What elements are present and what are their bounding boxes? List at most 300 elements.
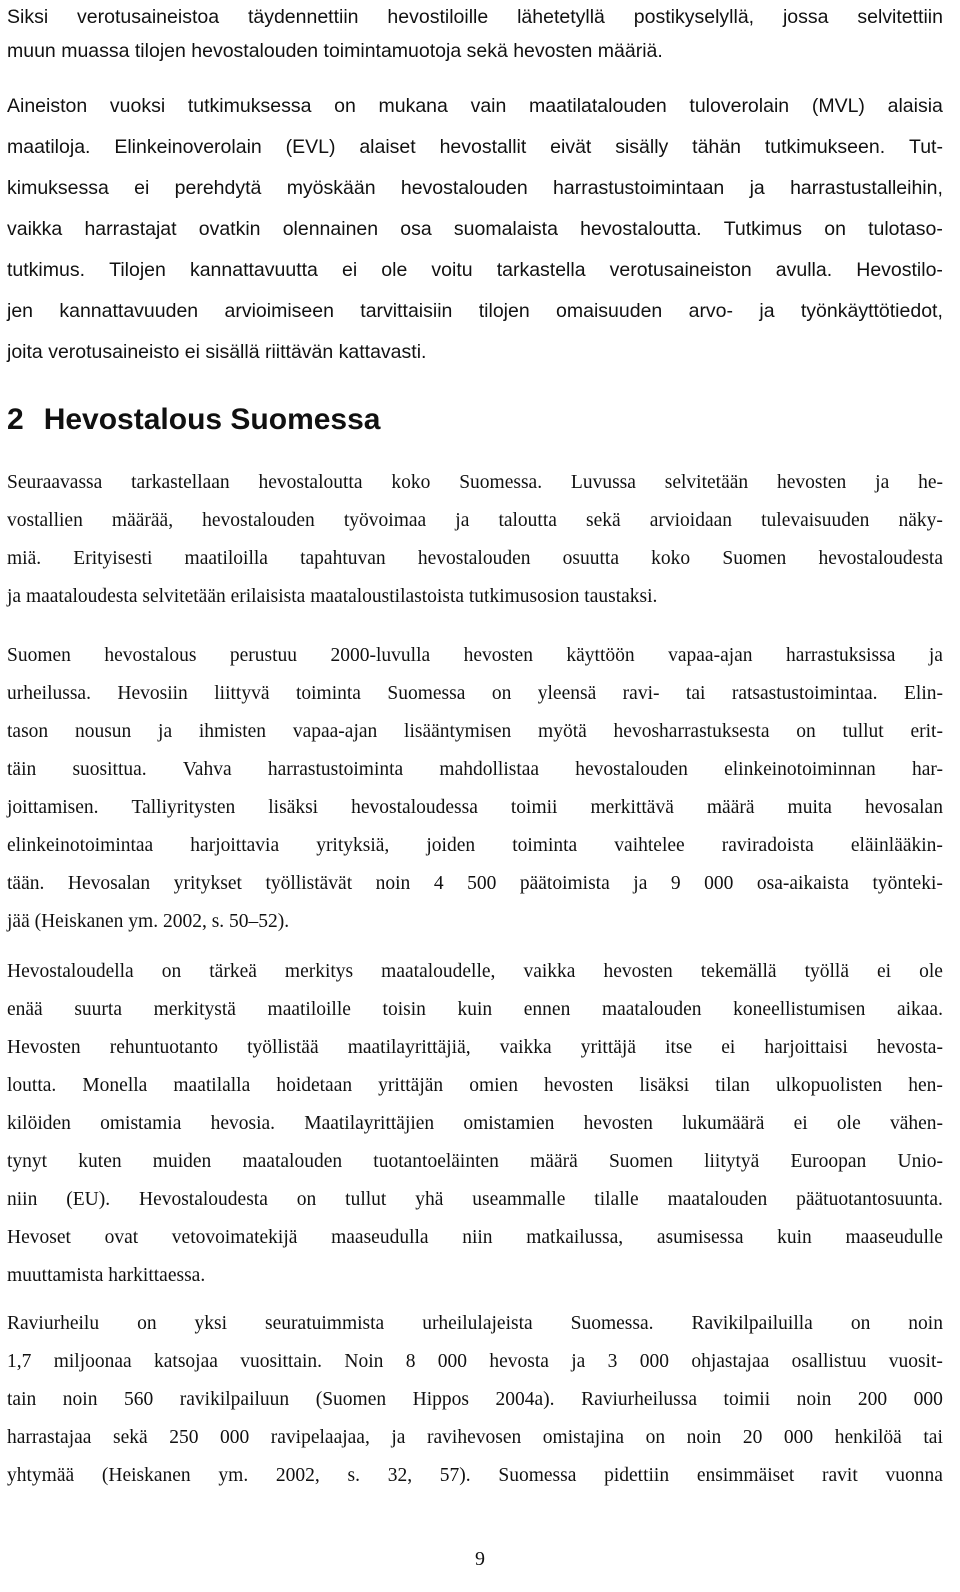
word: tutkimuksessa <box>187 95 312 117</box>
word: harrastustalleihin, <box>790 177 943 199</box>
word: ja <box>633 873 648 894</box>
word: 000 <box>219 1427 250 1448</box>
word: tulevaisuuden <box>761 510 870 531</box>
word: Hevosalan <box>67 873 151 894</box>
word: useammalle <box>472 1189 566 1210</box>
word: Euroopan <box>790 1151 867 1172</box>
word: Vahva <box>182 759 232 780</box>
word: arvioidaan <box>649 510 733 531</box>
word: merkittävä <box>590 797 674 818</box>
word: hevosten <box>463 645 533 666</box>
word: Luvussa <box>570 472 636 493</box>
word: myöskään <box>286 177 376 199</box>
word: seuratuimmista <box>265 1313 385 1334</box>
word: 000 <box>783 1427 814 1448</box>
word: kuten <box>78 1151 122 1172</box>
word: toisin <box>382 999 426 1020</box>
word: ja <box>749 177 765 199</box>
word: muiden <box>152 1151 212 1172</box>
word: hevostalouden <box>417 548 531 569</box>
word: tarkastella <box>496 259 586 281</box>
word: lähetetyllä <box>517 6 605 28</box>
word: 2002, <box>275 1465 320 1486</box>
word: hevostalouden <box>202 510 315 531</box>
word: ja <box>928 645 943 666</box>
word: 000 <box>437 1351 468 1372</box>
word: hevostaloudessa <box>351 797 478 818</box>
text-line: joita verotusaineisto ei sisällä riittävän kattavasti. <box>7 341 427 363</box>
word: Hevostilo- <box>856 259 943 281</box>
word: 3 <box>607 1351 618 1372</box>
word: Suomessa. <box>570 1313 654 1334</box>
word: tutkimus. <box>7 259 86 281</box>
text-line <box>7 874 943 894</box>
word: ravikilpailuun <box>179 1389 290 1410</box>
word: maatiloille <box>267 999 351 1020</box>
word: suomalaista <box>453 218 558 240</box>
text-line <box>7 722 943 742</box>
text-line <box>7 684 943 704</box>
word: (EU). <box>66 1189 111 1210</box>
word: maaseudulla <box>331 1227 429 1248</box>
word: arvioimiseen <box>224 300 334 322</box>
word: lukumäärä <box>682 1113 765 1134</box>
word: hevosten <box>583 1113 653 1134</box>
word: katsojaa <box>154 1351 218 1372</box>
word: Tutkimus <box>723 218 803 240</box>
word: ravihevosen <box>427 1427 522 1448</box>
word: mukana <box>378 95 448 117</box>
word: 000 <box>704 873 734 894</box>
word: tuotantoeläinten <box>373 1151 499 1172</box>
word: merkitys <box>284 961 354 982</box>
word: tähän <box>692 136 741 158</box>
word: ja <box>875 472 890 493</box>
word: nousun <box>74 721 132 742</box>
word: niin <box>462 1227 493 1248</box>
word: osa <box>400 218 432 240</box>
word: omistajina <box>542 1427 625 1448</box>
word: urheilulajeista <box>422 1313 533 1334</box>
word: hevostalouden <box>575 759 688 780</box>
word: täin <box>7 759 37 780</box>
text-line <box>7 962 943 982</box>
word: jen <box>7 300 34 322</box>
word: merkitystä <box>153 999 236 1020</box>
section-title: Hevostalous Suomessa <box>43 403 381 436</box>
word: tynyt <box>7 1151 48 1172</box>
word: kimuksessa <box>7 177 109 199</box>
word: miljoonaa <box>53 1351 132 1372</box>
word: työllistävät <box>265 873 353 894</box>
word: Elinkeinoverolain <box>114 136 262 158</box>
word: perustuu <box>229 645 298 666</box>
word: Hevosiin <box>117 683 188 704</box>
word: (Heiskanen <box>101 1465 191 1486</box>
word: asumisessa <box>656 1227 744 1248</box>
word: taloutta <box>498 510 557 531</box>
text-line: ja maataloudesta selvitetään erilaisista maataloustilastoista tutkimusosion taustaksi. <box>7 586 658 607</box>
word: koko <box>391 472 431 493</box>
word: 20 <box>742 1427 763 1448</box>
word: liitytyä <box>704 1151 760 1172</box>
text-line <box>7 1314 943 1334</box>
word: Hevostaloudella <box>7 961 134 982</box>
word: näky- <box>898 510 943 531</box>
word: joiden <box>426 835 476 856</box>
word: hevostaloutta <box>258 472 363 493</box>
word: hevosten <box>603 961 673 982</box>
word: työnkäyttötiedot, <box>800 300 943 322</box>
word: hevosharrastuksesta <box>613 721 770 742</box>
word: Suomessa. <box>459 472 543 493</box>
word: yksi <box>194 1313 228 1334</box>
word: omistamien <box>463 1113 555 1134</box>
word: enää <box>7 999 43 1020</box>
text-line <box>7 1152 943 1172</box>
word: Hippos <box>412 1389 469 1410</box>
word: erit- <box>910 721 943 742</box>
word: tullut <box>345 1189 387 1210</box>
word: tai <box>923 1427 943 1448</box>
word: työvoimaa <box>343 510 427 531</box>
word: maatilayrittäjiä, <box>347 1037 471 1058</box>
word: ole <box>919 961 943 982</box>
word: alaisia <box>887 95 943 117</box>
text-line <box>7 219 943 239</box>
paragraph-5 <box>7 962 943 1286</box>
word: tullut <box>842 721 884 742</box>
word: vetovoimatekijä <box>171 1227 298 1248</box>
word: osa-aikaista <box>756 873 849 894</box>
word: omien <box>469 1075 518 1096</box>
word: yhä <box>415 1189 444 1210</box>
word: Suomessa <box>498 1465 577 1486</box>
word: 4 <box>433 873 444 894</box>
word: ihmisten <box>198 721 267 742</box>
word: ei <box>134 177 150 199</box>
word: hoidetaan <box>276 1075 353 1096</box>
word: maatiloilla <box>184 548 268 569</box>
word: ja <box>391 1427 406 1448</box>
word: koneellistumisen <box>733 999 866 1020</box>
text-line <box>7 473 943 493</box>
word: on <box>296 1189 317 1210</box>
paragraph-4 <box>7 646 943 932</box>
word: tutkimukseen. <box>764 136 886 158</box>
paragraph-intro-1 <box>7 7 943 61</box>
word: tilalle <box>594 1189 639 1210</box>
text-line: muun muassa tilojen hevostalouden toimintamuotoja sekä hevosten määriä. <box>7 40 663 62</box>
text-line <box>7 1076 943 1096</box>
word: alaiset <box>359 136 416 158</box>
word: hevostaloutta. <box>580 218 702 240</box>
word: vaihtelee <box>614 835 685 856</box>
word: niin <box>7 1189 38 1210</box>
word: Talliyritysten <box>131 797 236 818</box>
word: Hevoset <box>7 1227 71 1248</box>
word: 1,7 <box>7 1351 32 1372</box>
word: on <box>824 218 846 240</box>
text-line <box>7 798 943 818</box>
text-line <box>7 760 943 780</box>
word: raviradoista <box>721 835 814 856</box>
text-line <box>7 301 943 321</box>
word: lisääntymisen <box>404 721 512 742</box>
word: maatilalla <box>173 1075 251 1096</box>
word: ulkopuolisten <box>775 1075 883 1096</box>
word: on <box>161 961 182 982</box>
word: Siksi <box>7 6 49 28</box>
word: on <box>850 1313 871 1334</box>
word: yhtymää <box>7 1465 75 1486</box>
word: päätoimista <box>519 873 610 894</box>
text-line <box>7 96 943 116</box>
word: tapahtuvan <box>300 548 386 569</box>
word: mahdollistaa <box>439 759 540 780</box>
word: muita <box>787 797 832 818</box>
word: Seuraavassa <box>7 472 103 493</box>
word: perehdytä <box>174 177 262 199</box>
word: kuin <box>777 1227 812 1248</box>
text-line <box>7 1114 943 1134</box>
word: osuutta <box>562 548 619 569</box>
text-line <box>7 1038 943 1058</box>
word: tekemällä <box>700 961 777 982</box>
word: maataloudelle, <box>381 961 496 982</box>
word: harrastajat <box>84 218 177 240</box>
word: tarvittaisiin <box>360 300 453 322</box>
word: maatiloja. <box>7 136 91 158</box>
word: harrastajaa <box>7 1427 92 1448</box>
paragraph-6 <box>7 1314 943 1486</box>
word: määrää, <box>111 510 174 531</box>
word: har- <box>911 759 943 780</box>
word: lisäksi <box>268 797 319 818</box>
word: käyttöön <box>566 645 635 666</box>
section-number: 2 <box>7 403 24 436</box>
word: kannattavuuden <box>59 300 199 322</box>
word: työllistää <box>247 1037 319 1058</box>
word: eläinlääkin- <box>850 835 943 856</box>
word: hevostalouden <box>400 177 528 199</box>
text-line <box>7 137 943 157</box>
text-line <box>7 178 943 198</box>
word: ravit <box>822 1465 858 1486</box>
word: päätuotantosuunta. <box>796 1189 943 1210</box>
word: työnteki- <box>872 873 943 894</box>
word: 2004a). <box>495 1389 555 1410</box>
word: selvitettiin <box>857 6 943 28</box>
word: 500 <box>467 873 497 894</box>
word: harrastuksissa <box>786 645 896 666</box>
word: (Suomen <box>315 1389 387 1410</box>
word: liittyvä <box>214 683 270 704</box>
word: loutta. <box>7 1075 57 1096</box>
word: eivät <box>550 136 592 158</box>
word: 000 <box>913 1389 943 1410</box>
word: ravipelaajaa, <box>270 1427 370 1448</box>
word: kannattavuutta <box>189 259 318 281</box>
word: vuosit- <box>888 1351 943 1372</box>
word: omaisuuden <box>556 300 663 322</box>
word: olennainen <box>282 218 379 240</box>
word: ym. <box>218 1465 249 1486</box>
word: verotusaineistoa <box>77 6 220 28</box>
word: vuonna <box>885 1465 943 1486</box>
word: itse <box>665 1037 693 1058</box>
text-line <box>7 260 943 280</box>
word: Tut- <box>909 136 943 158</box>
word: hevostallit <box>439 136 527 158</box>
word: ole <box>381 259 408 281</box>
word: vaikka <box>7 218 63 240</box>
text-line <box>7 1352 943 1372</box>
word: vaikka <box>523 961 576 982</box>
word: tai <box>685 683 706 704</box>
word: 9 <box>670 873 681 894</box>
word: toimii <box>723 1389 771 1410</box>
word: ei <box>721 1037 736 1058</box>
word: jossa <box>782 6 829 28</box>
word: pidettiin <box>604 1465 670 1486</box>
word: vostallien <box>7 510 83 531</box>
word: ovatkin <box>198 218 261 240</box>
word: yrityksiä, <box>316 835 390 856</box>
text-line <box>7 646 943 666</box>
word: hevosia. <box>210 1113 276 1134</box>
word: tilojen <box>478 300 530 322</box>
word: vapaa-ajan <box>292 721 378 742</box>
text-line <box>7 1190 943 1210</box>
word: on <box>334 95 356 117</box>
word: matkailussa, <box>526 1227 624 1248</box>
word: hevosten <box>776 472 847 493</box>
word: on <box>796 721 816 742</box>
word: Maatilayrittäjien <box>304 1113 435 1134</box>
text-line: jää (Heiskanen ym. 2002, s. 50–52). <box>7 911 290 932</box>
word: 560 <box>123 1389 154 1410</box>
word: täydennettiin <box>247 6 359 28</box>
word: maatilatalouden <box>529 95 667 117</box>
word: 57). <box>439 1465 471 1486</box>
word: vapaa-ajan <box>668 645 753 666</box>
text-line <box>7 1390 943 1410</box>
word: noin <box>796 1389 832 1410</box>
word: lisäksi <box>639 1075 690 1096</box>
word: hen- <box>908 1075 943 1096</box>
text-line <box>7 549 943 569</box>
word: sekä <box>586 510 621 531</box>
word: ei <box>877 961 892 982</box>
word: 000 <box>639 1351 669 1372</box>
word: Elin- <box>903 683 943 704</box>
word: 250 <box>169 1427 199 1448</box>
word: ratsastustoimintaa. <box>731 683 878 704</box>
word: ensimmäiset <box>696 1465 795 1486</box>
word: (MVL) <box>811 95 865 117</box>
word: avulla. <box>775 259 833 281</box>
word: noin <box>686 1427 722 1448</box>
word: harrastustoiminta <box>267 759 404 780</box>
word: noin <box>375 873 411 894</box>
word: tään. <box>7 873 45 894</box>
word: ja <box>455 510 470 531</box>
section-heading <box>7 403 380 437</box>
word: vähen- <box>889 1113 943 1134</box>
word: ovat <box>104 1227 139 1248</box>
word: Raviurheilu <box>7 1313 100 1334</box>
word: yrittäjän <box>378 1075 444 1096</box>
word: on <box>645 1427 666 1448</box>
word: ei <box>341 259 358 281</box>
page-number: 9 <box>475 1548 485 1570</box>
word: Hevosten <box>7 1037 81 1058</box>
word: elinkeinotoiminnan <box>724 759 876 780</box>
word: ja <box>158 721 173 742</box>
word: sisälly <box>615 136 669 158</box>
word: arvo- <box>688 300 734 322</box>
word: urheilussa. <box>7 683 91 704</box>
word: hevostaloudesta <box>818 548 943 569</box>
word: ennen <box>523 999 571 1020</box>
word: ja <box>571 1351 586 1372</box>
word: aikaa. <box>896 999 943 1020</box>
word: Aineiston <box>7 95 88 117</box>
word: joittamisen. <box>7 797 99 818</box>
word: postikyselyllä, <box>633 6 755 28</box>
word: vuoksi <box>109 95 166 117</box>
text-line <box>7 1000 943 1020</box>
word: vain <box>470 95 507 117</box>
word: hevosta <box>489 1351 549 1372</box>
word: kilöiden <box>7 1113 71 1134</box>
word: miä. <box>7 548 42 569</box>
word: Suomen <box>608 1151 673 1172</box>
word: harjoittavia <box>190 835 280 856</box>
word: hevosta- <box>876 1037 943 1058</box>
word: harjoittaisi <box>764 1037 848 1058</box>
word: (EVL) <box>285 136 336 158</box>
word: Suomen <box>7 645 71 666</box>
word: Erityisesti <box>73 548 153 569</box>
word: Noin <box>344 1351 384 1372</box>
word: he- <box>918 472 943 493</box>
word: verotusaineiston <box>609 259 752 281</box>
word: hevostiloille <box>387 6 489 28</box>
word: hevostalous <box>104 645 197 666</box>
word: osallistuu <box>791 1351 867 1372</box>
word: Tilojen <box>109 259 166 281</box>
word: 2000-luvulla <box>330 645 431 666</box>
word: 8 <box>405 1351 416 1372</box>
text-line <box>7 1466 943 1486</box>
word: maaseudulle <box>845 1227 943 1248</box>
word: on <box>137 1313 157 1334</box>
word: maatalouden <box>601 999 702 1020</box>
word: s. <box>347 1465 360 1486</box>
word: hevosalan <box>864 797 943 818</box>
word: noin <box>62 1389 98 1410</box>
word: voitu <box>431 259 473 281</box>
word: maatalouden <box>242 1151 343 1172</box>
word: suosittua. <box>72 759 147 780</box>
text-line <box>7 7 943 27</box>
word: selvitetään <box>664 472 749 493</box>
word: rehuntuotanto <box>109 1037 219 1058</box>
word: 200 <box>857 1389 888 1410</box>
word: ei <box>793 1113 808 1134</box>
